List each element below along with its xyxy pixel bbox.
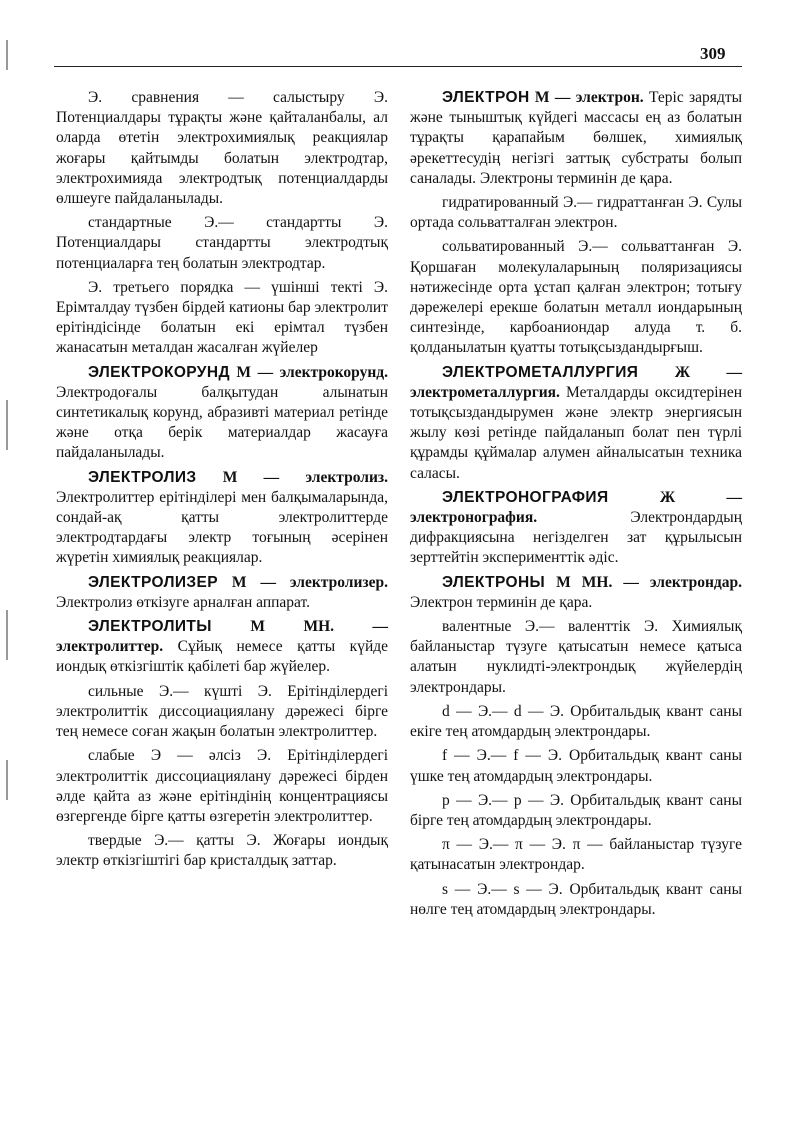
dictionary-entry — [410, 702, 742, 742]
dictionary-entry — [410, 237, 742, 358]
dictionary-entry — [56, 682, 388, 743]
entry-definition: сольватированный Э.— сольваттанған Э. Қоршаған молекулаларының поляризациясы нәтижесінде орта ұстап қалған электрон; тотығу дәрежелері ерекше болатын металл иондарының синтезінде, карбоаниондар алуда т. б. қолданылатын қуатты тотықсыздандырғыш. — [410, 238, 742, 357]
dictionary-entry — [56, 88, 388, 209]
entry-definition: Электролиттер ерітінділері мен балқымаларында, сондай-ақ қатты электролиттерде электродтардағы электр тоғының әсерінен жүретін химиялық реакциялар. — [56, 488, 388, 567]
dictionary-entry — [56, 617, 388, 678]
entry-definition: s — Э.— s — Э. Орбитальдық квант саны нөлге тең атомдардың электрондары. — [410, 880, 742, 918]
entry-definition: Теріс зарядты және тыныштық күйдегі массасы ең аз болатын тұрақты қарапайым бөлшек, химиялық әрекеттесудің негізгі заттық субстраты болып саналады. Электроны терминін де қара. — [410, 89, 743, 187]
entry-definition: гидратированный Э.— гидраттанған Э. Сулы ортада сольватталған электрон. — [410, 194, 742, 232]
dictionary-entry — [56, 831, 388, 871]
scan-margin-mark — [6, 400, 8, 450]
entry-definition: слабые Э — әлсіз Э. Ерітінділердегі электролиттік диссоциациялану дәрежесі бірден әлде қайта аз және ерітіндінің концентрациясы өзгергенде бірге қатты өзгеретін электролиттер. — [56, 747, 388, 825]
entry-translation: М — электрокорунд. — [236, 363, 388, 381]
entry-definition: d — Э.— d — Э. Орбитальдық квант саны екіге тең атомдардың электрондары. — [410, 702, 742, 741]
right-column — [410, 88, 742, 924]
entry-translation: М МН. — электролиттер. — [56, 618, 388, 656]
entry-translation: М МН. — электрондар. — [556, 573, 742, 591]
entry-definition: f — Э.— f — Э. Орбитальдық квант саны үшке тең атомдардың электрондары. — [410, 747, 742, 785]
left-column — [56, 88, 388, 876]
entry-definition: Сұйық немесе қатты күйде иондық өткізгіштік қабілеті бар жүйелер. — [56, 638, 389, 676]
dictionary-entry — [56, 468, 388, 569]
scan-margin-mark — [6, 610, 8, 660]
scan-margin-mark — [6, 40, 8, 70]
scan-margin-mark — [6, 760, 8, 800]
dictionary-entry — [56, 573, 388, 613]
entry-headword: ЭЛЕКТРОЛИЗЕР — [88, 573, 218, 591]
entry-definition: Э. третьего порядка — үшінші текті Э. Ерімталдау түзбен бірдей катионы бар электролит ерітіндісінде болатын екі ерімтал түзбен жанасатын металдан жасалған жүйелер — [56, 278, 388, 357]
entry-headword: ЭЛЕКТРОН — [442, 89, 530, 106]
dictionary-entry — [56, 213, 388, 274]
dictionary-entry — [410, 835, 742, 875]
dictionary-entry — [410, 746, 742, 786]
entry-definition: Электродоғалы балқытудан алынатын синтетикалық корунд, абразивті материал ретінде және отқа берік материалдар жасауға пайдаланылады. — [56, 383, 388, 462]
dictionary-entry — [410, 791, 742, 831]
entry-definition: Электрондардың дифракциясына негізделген зат құрылысын зерттейтін эксперименттік әдіс. — [410, 509, 742, 567]
entry-definition: Металдарды оксидтерінен тотықсыздандырумен және электр энергиясын жылу көзі ретінде пайдаланып болат пен түрлі құрамды құймалар алумен айналысатын техника саласы. — [410, 383, 742, 482]
entry-headword: ЭЛЕКТРОЛИТЫ — [88, 618, 212, 636]
entry-definition: стандартные Э.— стандартты Э. Потенциалдары стандартты электродтық потенциаларға тең болатын электродтар. — [56, 214, 388, 272]
entry-translation: Ж — электрометаллургия. — [410, 363, 743, 401]
dictionary-entry — [56, 746, 388, 827]
entry-definition: Электрон терминін де қара. — [410, 593, 593, 611]
dictionary-entry — [56, 363, 388, 464]
entry-definition: валентные Э.— валенттік Э. Химиялық байланыстар түзуге қатысатын немесе қатыса алатын нуклидті-электрондық жүйелердің электрондары. — [410, 618, 742, 696]
entry-definition: π — Э.— π — Э. π — байланыстар түзуге қатынасатын электрондар. — [410, 836, 742, 874]
entry-translation: М — электролиз. — [222, 468, 388, 486]
entry-translation: М — электролизер. — [231, 573, 388, 591]
entry-headword: ЭЛЕКТРОКОРУНД — [88, 363, 230, 381]
entry-definition: сильные Э.— күшті Э. Ерітінділердегі электролиттік диссоциациялану дәрежесі бірге тең немесе соған жақын болатын электролиттер. — [56, 682, 388, 741]
header-rule — [54, 66, 742, 67]
dictionary-entry — [410, 573, 742, 613]
entry-translation: М — электрон. — [534, 89, 644, 106]
entry-headword: ЭЛЕКТРОНОГРАФИЯ — [442, 488, 609, 506]
dictionary-entry — [410, 617, 742, 698]
dictionary-entry — [410, 488, 742, 569]
entry-headword: ЭЛЕКТРОМЕТАЛЛУРГИЯ — [442, 363, 639, 381]
dictionary-entry — [410, 363, 742, 484]
dictionary-entry — [56, 278, 388, 359]
entry-definition: твердые Э.— қатты Э. Жоғары иондық электр өткізгіштігі бар кристалдық заттар. — [56, 832, 388, 870]
dictionary-entry — [410, 880, 742, 920]
entry-definition: p — Э.— p — Э. Орбитальдық квант саны бірге тең атомдардың электрондары. — [410, 791, 742, 829]
entry-headword: ЭЛЕКТРОЛИЗ — [88, 468, 197, 486]
entry-definition: Электролиз өткізуге арналған аппарат. — [56, 593, 311, 611]
entry-headword: ЭЛЕКТРОНЫ — [442, 573, 546, 591]
entry-definition: Э. сравнения — салыстыру Э. Потенциалдары тұрақты және қайталанбалы, ал оларда өтетін электрохимиялық реакциялар жоғары қайтымды болатын электродтар, электрохимияда электродтық потенциалдарды өлшеуге пайдаланылады. — [56, 89, 388, 208]
entry-translation: Ж — электронография. — [410, 488, 743, 527]
page-number: 309 — [700, 44, 726, 63]
dictionary-entry — [410, 88, 742, 189]
dictionary-entry — [410, 193, 742, 233]
